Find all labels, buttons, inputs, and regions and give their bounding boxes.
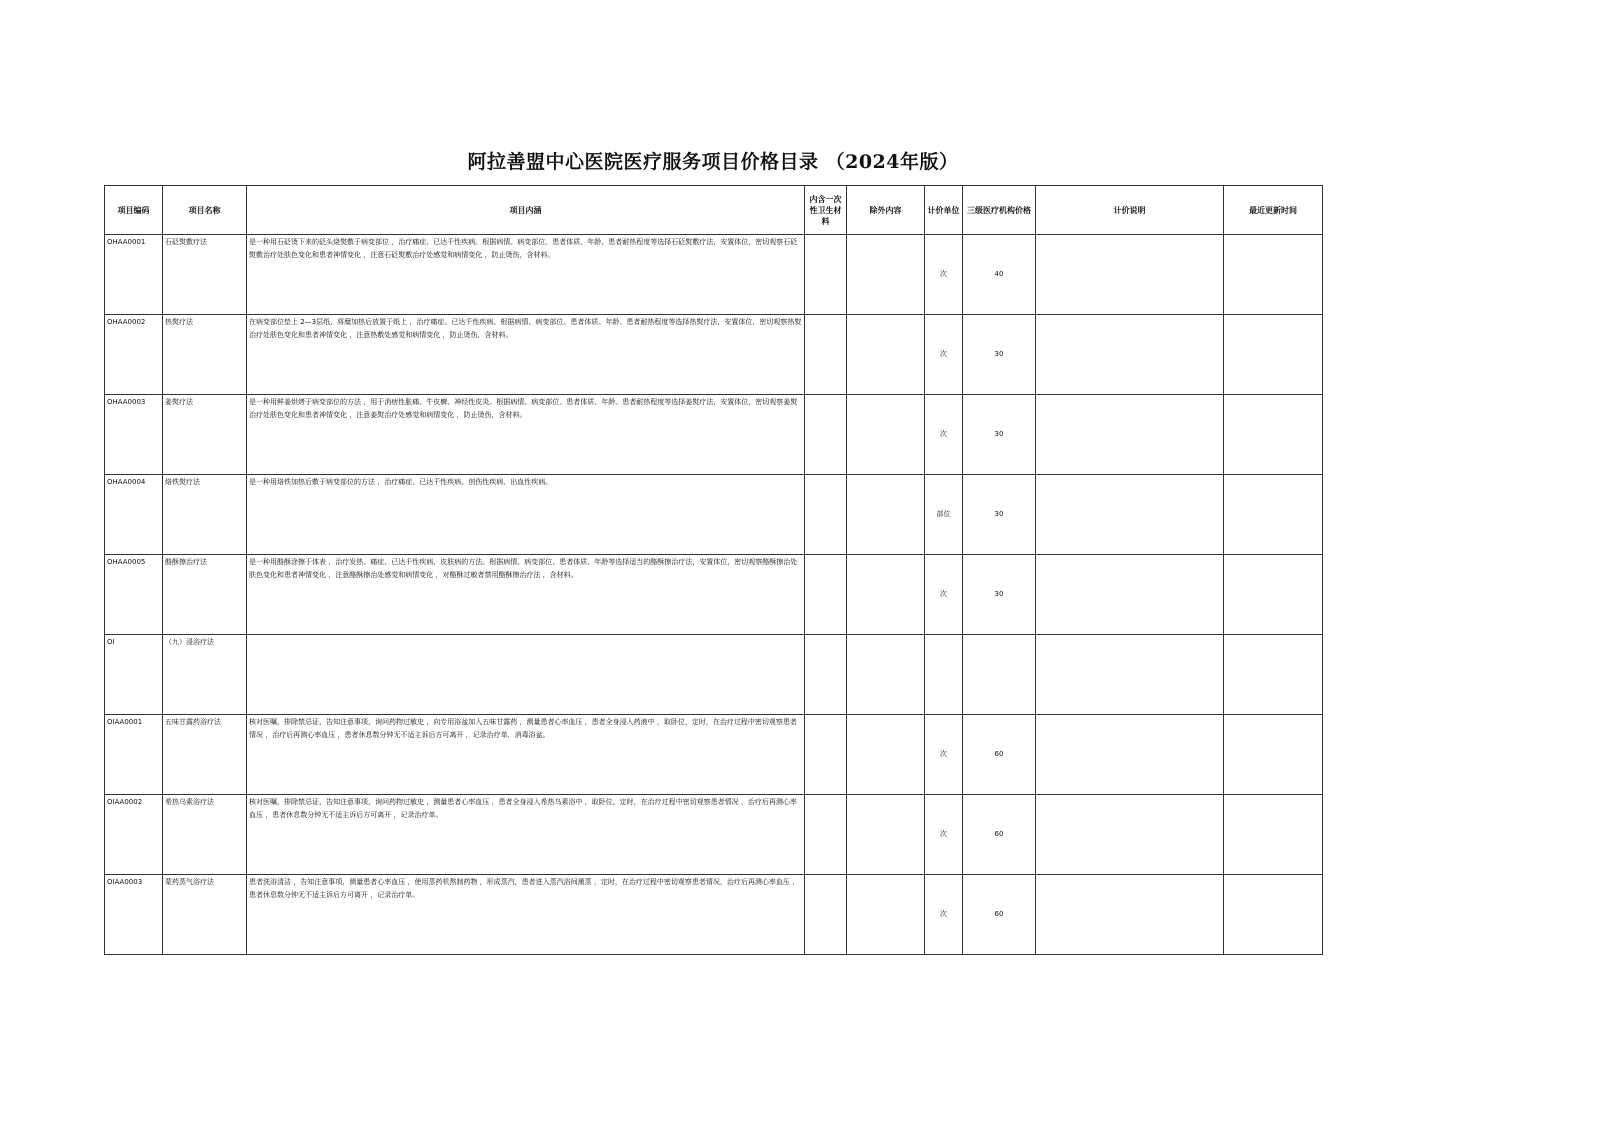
cell-content: 核对医嘱，排除禁忌证，告知注意事项，询问药物过敏史 ，测量患者心率血压 ，患者全身浸入希热乌素浴中 ，取卧位，定时，在治疗过程中密切观察患者情况 ，治疗后再测心率血压 ，患者休息数分钟无不适主诉后方可离开 ，记录治疗单。 (247, 795, 805, 875)
header-updated: 最近更新时间 (1224, 186, 1323, 235)
cell-notes (1036, 475, 1224, 555)
cell-updated (1224, 715, 1323, 795)
cell-name: 姜熨疗法 (163, 395, 247, 475)
cell-unit: 次 (925, 875, 963, 955)
cell-unit: 部位 (925, 475, 963, 555)
table-row (105, 555, 1323, 635)
table-row (105, 235, 1323, 315)
cell-content: 在病变部位垫上 2—3层纸，将糜加热后放置于纸上 ，治疗痛症、已达千性疾病。根据病情、病变部位、患者体质、年龄、患者耐热程度等选择热熨疗法，安置体位，密切观察热熨治疗处肤色变化和患者神情变化 ，注意热敷处感觉和病情变化 ，防止烫伤，含材料。 (247, 315, 805, 395)
cell-materials (805, 875, 847, 955)
cell-updated (1224, 795, 1323, 875)
cell-updated (1224, 875, 1323, 955)
cell-price: 30 (963, 395, 1036, 475)
cell-exclusions (847, 795, 925, 875)
cell-updated (1224, 395, 1323, 475)
cell-updated (1224, 555, 1323, 635)
cell-name: 烙铁熨疗法 (163, 475, 247, 555)
table-row (105, 635, 1323, 715)
cell-exclusions (847, 475, 925, 555)
page-title: 阿拉善盟中心医院医疗服务项目价格目录 （2024年版） (467, 151, 959, 173)
table-row (105, 795, 1323, 875)
header-code: 项目编码 (105, 186, 163, 235)
cell-exclusions (847, 555, 925, 635)
cell-unit (925, 635, 963, 715)
cell-unit: 次 (925, 555, 963, 635)
cell-code: OHAA0005 (105, 555, 163, 635)
cell-content: 患者洗浴清洁 ，告知注意事项，测量患者心率血压 ，使用蒸药机熬制药物 ，形成蒸汽，患者进入蒸汽浴间熏蒸 ，定时，在治疗过程中密切观察患者情况，治疗后再测心率血压 ，患者休息数分钟无不适主诉后方可离开 ，记录治疗单。 (247, 875, 805, 955)
header-content: 项目内涵 (247, 186, 805, 235)
cell-materials (805, 395, 847, 475)
cell-content: 核对医嘱，排除禁忌证，告知注意事项，询问药物过敏史 ，向专用浴盆加入五味甘露药 ，测量患者心率血压 ，患者全身浸入药液中 ，取卧位，定时，在治疗过程中密切观察患者情况 ，治疗后再测心率血压 ，患者休息数分钟无不适主诉后方可离开 ，记录治疗单，消毒浴盆。 (247, 715, 805, 795)
cell-updated (1224, 475, 1323, 555)
cell-price: 30 (963, 315, 1036, 395)
cell-price: 40 (963, 235, 1036, 315)
cell-exclusions (847, 315, 925, 395)
cell-unit: 次 (925, 315, 963, 395)
cell-unit: 次 (925, 795, 963, 875)
cell-materials (805, 555, 847, 635)
cell-exclusions (847, 715, 925, 795)
cell-name: 五味甘露药浴疗法 (163, 715, 247, 795)
cell-materials (805, 715, 847, 795)
table-row (105, 875, 1323, 955)
cell-content: 是一种用石砭烫下来的砭头烧熨敷于病变部位 ，治疗痛症、已达千性疾病。根据病情、病变部位、患者体质、年龄、患者耐热程度等选择石砭熨敷疗法，安置体位，密切观察石砭熨敷治疗处肤色变化和患者神情变化 ，注意石砭熨敷治疗处感觉和病情变化 ，防止烫伤，含材料。 (247, 235, 805, 315)
header-materials: 内含一次性卫生材料 (805, 186, 847, 235)
header-price: 三级医疗机构价格 (963, 186, 1036, 235)
cell-code: OIAA0002 (105, 795, 163, 875)
cell-notes (1036, 715, 1224, 795)
price-table (104, 185, 1323, 955)
cell-unit: 次 (925, 715, 963, 795)
cell-code: OHAA0004 (105, 475, 163, 555)
cell-name: （九）浸浴疗法 (163, 635, 247, 715)
cell-code: OHAA0003 (105, 395, 163, 475)
cell-code: OHAA0001 (105, 235, 163, 315)
cell-name: 石砭熨敷疗法 (163, 235, 247, 315)
cell-content: 是一种用鲜姜烘烤于病变部位的方法 ，用于消痞性胀痛、牛皮癣、神经性皮炎。根据病情、病变部位、患者体质、年龄、患者耐热程度等选择姜熨疗法，安置体位，密切观察姜熨治疗处肤色变化和患者神情变化 ，注意姜熨治疗处感觉和病情变化 ，防止烫伤，含材料。 (247, 395, 805, 475)
cell-exclusions (847, 395, 925, 475)
cell-price: 30 (963, 555, 1036, 635)
cell-materials (805, 235, 847, 315)
cell-notes (1036, 555, 1224, 635)
cell-code: OIAA0001 (105, 715, 163, 795)
cell-name: 蒙药蒸气浴疗法 (163, 875, 247, 955)
cell-updated (1224, 635, 1323, 715)
cell-price (963, 635, 1036, 715)
header-name: 项目名称 (163, 186, 247, 235)
table-row (105, 475, 1323, 555)
cell-notes (1036, 635, 1224, 715)
cell-notes (1036, 395, 1224, 475)
cell-name: 酪酥擦治疗法 (163, 555, 247, 635)
cell-notes (1036, 875, 1224, 955)
cell-exclusions (847, 235, 925, 315)
table-row (105, 395, 1323, 475)
cell-name: 热熨疗法 (163, 315, 247, 395)
header-exclusions: 除外内容 (847, 186, 925, 235)
cell-content: 是一种用酪酥涂擦于体表 ，治疗发热、痛症、已达千性疾病、皮肤病的方法。根据病情、病变部位、患者体质、年龄等选择适当的酪酥擦治疗法，安置体位，密切观察酪酥擦治处肤色变化和患者神情变化 ，注意酪酥擦治处感觉和病情变化 ，对酪酥过敏者禁用酪酥擦治疗法 ，含材料。 (247, 555, 805, 635)
cell-name: 希热乌素浴疗法 (163, 795, 247, 875)
cell-content (247, 635, 805, 715)
cell-price: 30 (963, 475, 1036, 555)
cell-materials (805, 795, 847, 875)
cell-exclusions (847, 635, 925, 715)
cell-notes (1036, 235, 1224, 315)
cell-price: 60 (963, 875, 1036, 955)
cell-code: OI (105, 635, 163, 715)
header-notes: 计价说明 (1036, 186, 1224, 235)
cell-materials (805, 475, 847, 555)
cell-price: 60 (963, 715, 1036, 795)
cell-unit: 次 (925, 235, 963, 315)
cell-unit: 次 (925, 395, 963, 475)
cell-price: 60 (963, 795, 1036, 875)
table-row (105, 715, 1323, 795)
cell-code: OHAA0002 (105, 315, 163, 395)
cell-materials (805, 315, 847, 395)
cell-updated (1224, 315, 1323, 395)
table-row (105, 315, 1323, 395)
cell-updated (1224, 235, 1323, 315)
cell-code: OIAA0003 (105, 875, 163, 955)
cell-exclusions (847, 875, 925, 955)
table-header-row (105, 186, 1323, 235)
cell-notes (1036, 795, 1224, 875)
cell-materials (805, 635, 847, 715)
cell-notes (1036, 315, 1224, 395)
header-unit: 计价单位 (925, 186, 963, 235)
cell-content: 是一种用烙铁加热后敷于病变部位的方法 ，治疗痛症、已达千性疾病、创伤性疾病、出血性疾病。 (247, 475, 805, 555)
